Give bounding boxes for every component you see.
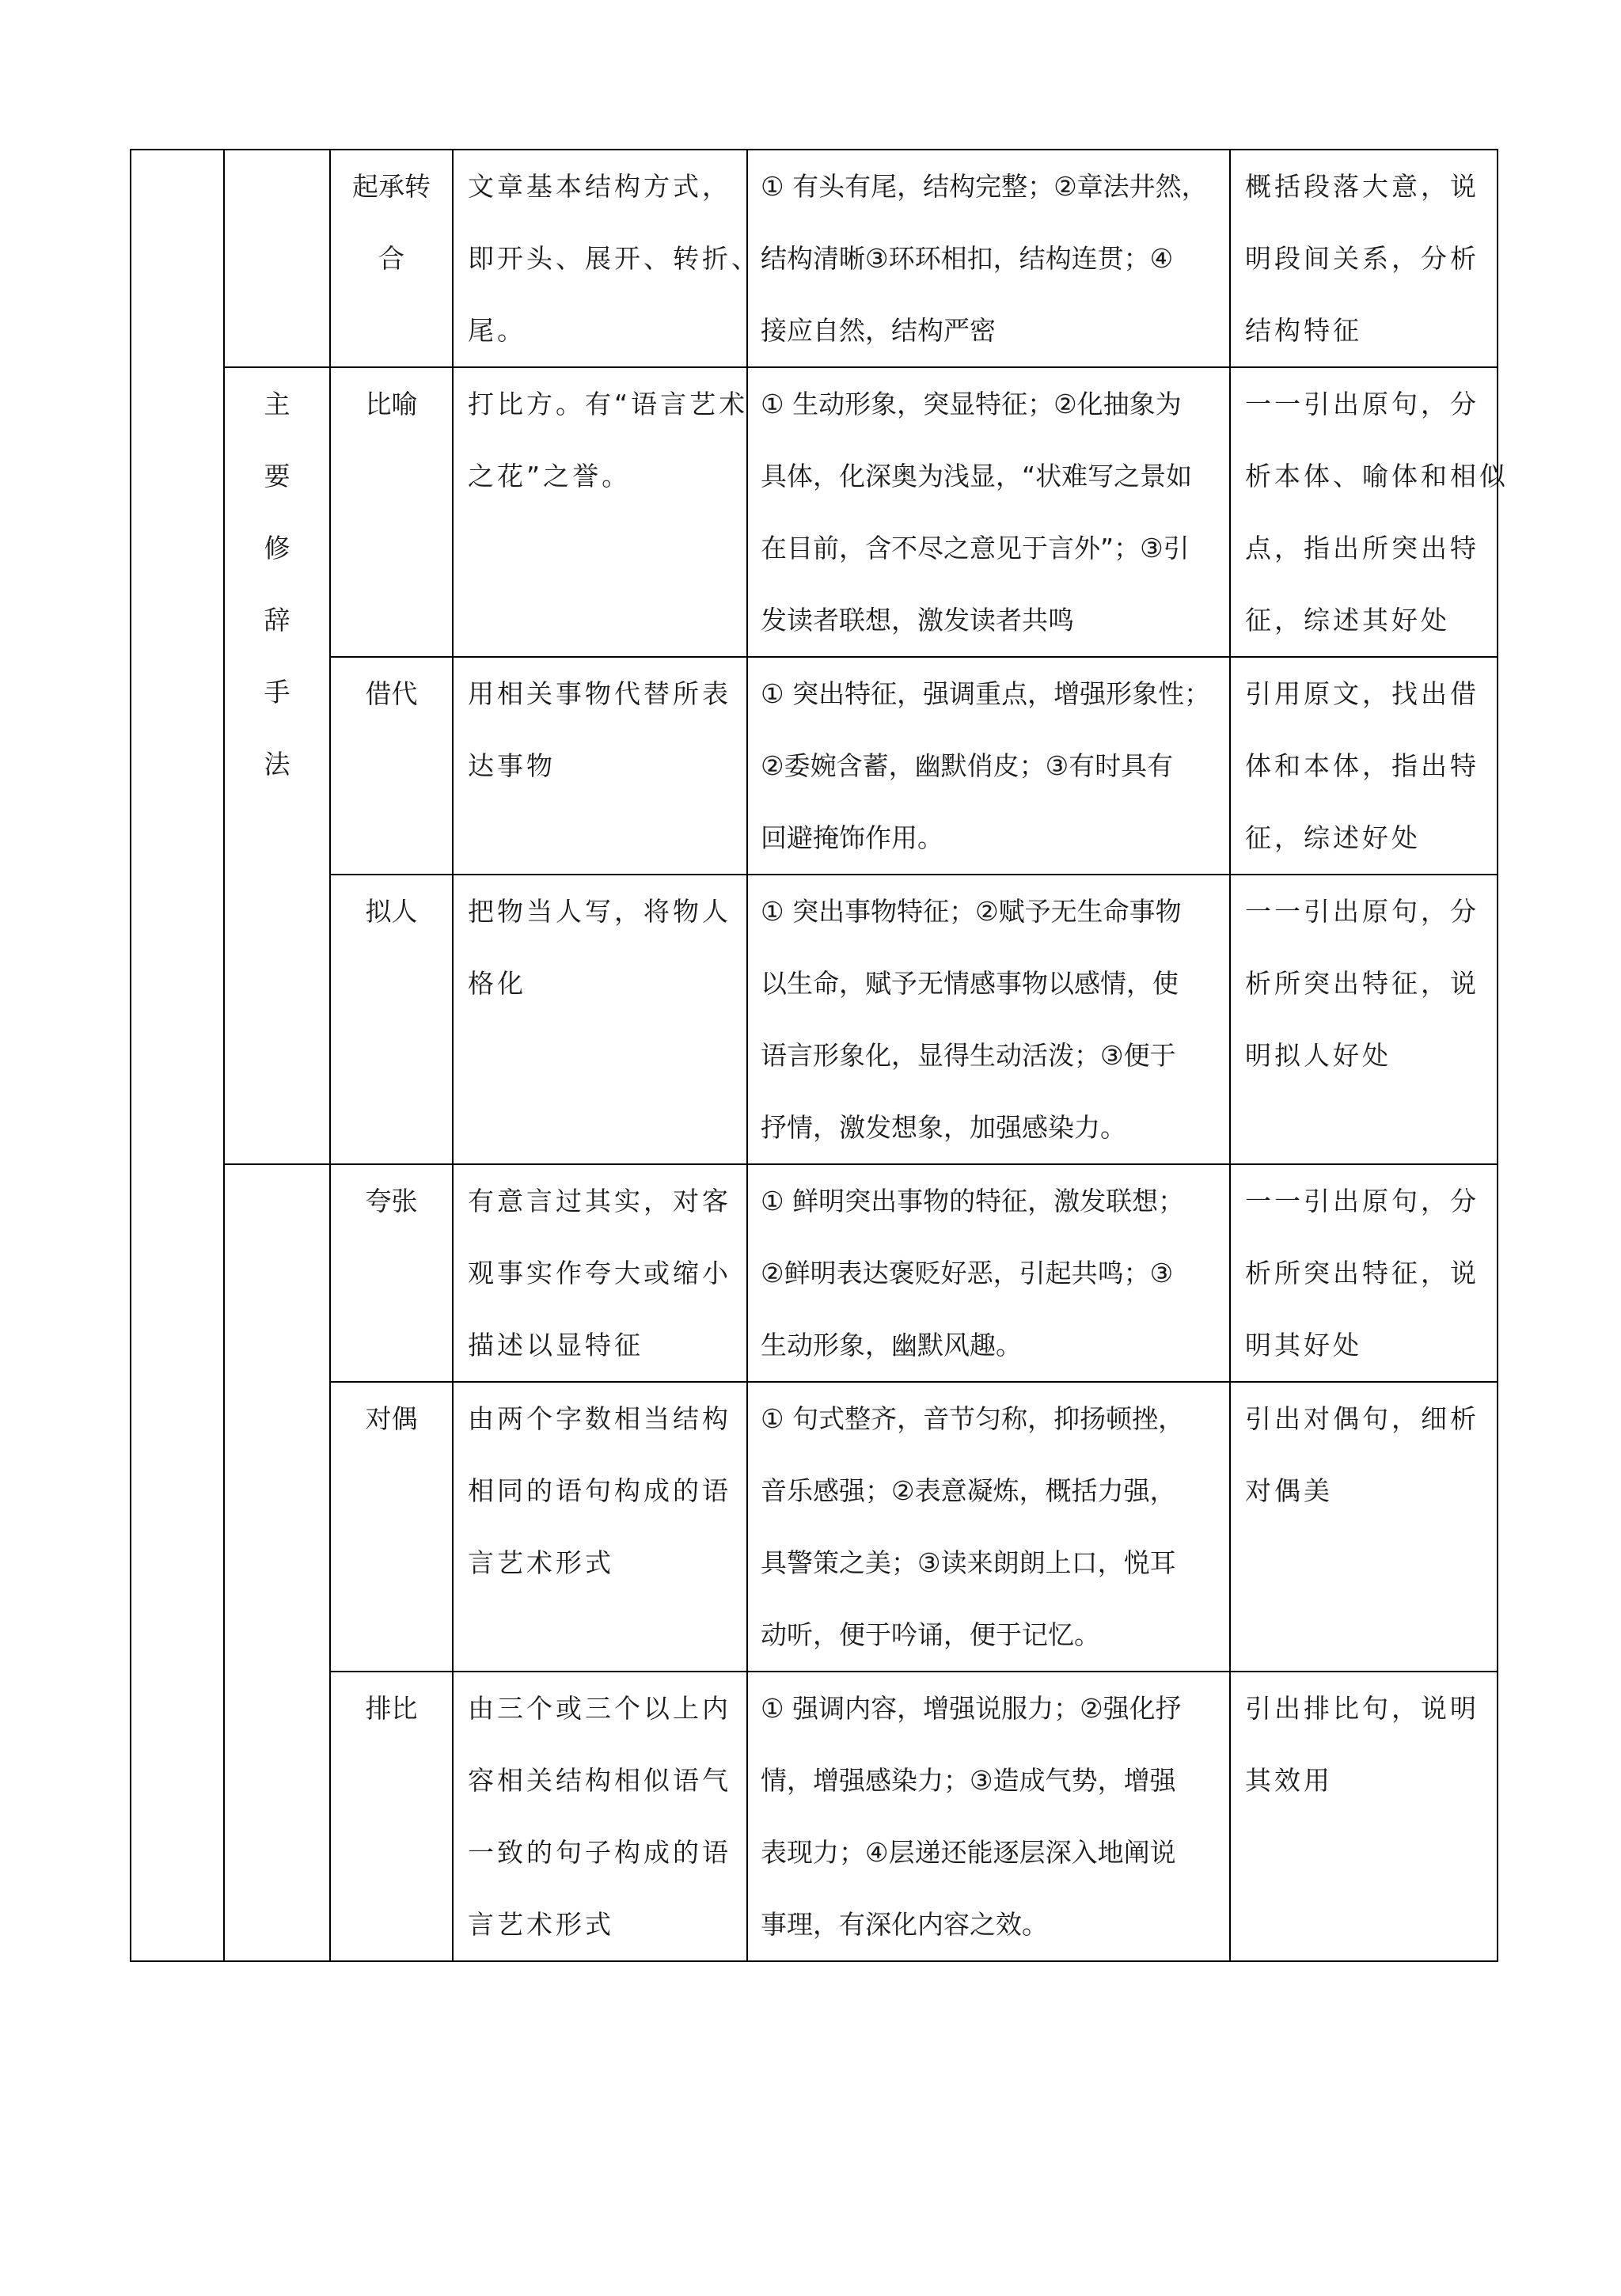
definition-line: 容相关结构相似语气 bbox=[468, 1765, 731, 1796]
technique-line: 比喻 bbox=[365, 389, 418, 419]
analysis-line: 一一引出原句，分 bbox=[1245, 896, 1479, 927]
technique-cell bbox=[330, 1164, 453, 1382]
definition-line: 言艺术形式 bbox=[468, 1909, 614, 1940]
table-row bbox=[131, 1164, 1498, 1382]
analysis-line: 其效用 bbox=[1245, 1765, 1333, 1796]
technique-line: 排比 bbox=[365, 1693, 418, 1724]
definition-cell bbox=[453, 367, 747, 657]
technique-line: 借代 bbox=[365, 678, 418, 709]
analysis-line: 引出排比句，说明 bbox=[1245, 1693, 1479, 1724]
rhetoric-table bbox=[130, 149, 1509, 1962]
effect-cell bbox=[747, 1164, 1230, 1382]
analysis-cell bbox=[1230, 150, 1498, 367]
analysis-line: 结构特征 bbox=[1245, 315, 1362, 346]
outer-column-cell bbox=[131, 150, 224, 1961]
definition-line: 由两个字数相当结构 bbox=[468, 1403, 731, 1434]
analysis-line: 对偶美 bbox=[1245, 1475, 1333, 1506]
analysis-line: 明拟人好处 bbox=[1245, 1040, 1391, 1071]
effect-line: 事理，有深化内容之效。 bbox=[761, 1909, 1048, 1940]
analysis-cell bbox=[1230, 1672, 1498, 1961]
table-row bbox=[131, 1672, 1498, 1961]
effect-line: 情，增强感染力；③造成气势，增强 bbox=[761, 1765, 1176, 1796]
effect-line: 动听，便于吟诵，便于记忆。 bbox=[761, 1619, 1100, 1650]
table-row bbox=[131, 1382, 1498, 1672]
blank-category-cell bbox=[224, 1164, 330, 1961]
effect-line: 语言形象化，显得生动活泼；③便于 bbox=[761, 1040, 1176, 1071]
category-char: 主 bbox=[264, 389, 290, 419]
definition-line: 相同的语句构成的语 bbox=[468, 1475, 731, 1506]
definition-line: 打比方。有“语言艺术 bbox=[468, 389, 749, 419]
effect-line: ②委婉含蓄，幽默俏皮；③有时具有 bbox=[761, 750, 1174, 781]
category-char: 法 bbox=[264, 749, 290, 780]
analysis-line: 引用原文，找出借 bbox=[1245, 678, 1479, 709]
analysis-cell bbox=[1230, 1164, 1498, 1382]
effect-cell bbox=[747, 875, 1230, 1164]
effect-cell bbox=[747, 367, 1230, 657]
effect-line: ① 鲜明突出事物的特征，激发联想； bbox=[761, 1186, 1185, 1216]
effect-cell bbox=[747, 1672, 1230, 1961]
effect-line: 音乐感强；②表意凝炼，概括力强， bbox=[761, 1475, 1176, 1506]
analysis-cell bbox=[1230, 657, 1498, 875]
analysis-line: 征，综述好处 bbox=[1245, 822, 1421, 853]
definition-line: 用相关事物代替所表 bbox=[468, 678, 731, 709]
definition-line: 格化 bbox=[468, 968, 526, 999]
definition-line: 即开头、展开、转折、结 bbox=[468, 243, 790, 274]
effect-cell bbox=[747, 657, 1230, 875]
effect-line: 抒情，激发想象，加强感染力。 bbox=[761, 1112, 1126, 1143]
technique-cell bbox=[330, 875, 453, 1164]
technique-line: 合 bbox=[378, 243, 404, 274]
effect-cell bbox=[747, 150, 1230, 367]
category-char: 要 bbox=[264, 461, 290, 491]
effect-line: 生动形象，幽默风趣。 bbox=[761, 1330, 1022, 1361]
definition-line: 观事实作夸大或缩小 bbox=[468, 1258, 731, 1288]
table-row bbox=[131, 657, 1498, 875]
analysis-line: 析本体、喻体和相似 bbox=[1245, 461, 1509, 491]
table-row bbox=[131, 367, 1498, 657]
definition-line: 言艺术形式 bbox=[468, 1547, 614, 1578]
effect-line: 回避掩饰作用。 bbox=[761, 822, 943, 853]
table-row bbox=[131, 150, 1498, 367]
technique-cell bbox=[330, 1382, 453, 1672]
analysis-line: 一一引出原句，分 bbox=[1245, 389, 1479, 419]
definition-cell bbox=[453, 657, 747, 875]
effect-line: 具警策之美；③读来朗朗上口，悦耳 bbox=[761, 1547, 1176, 1578]
technique-cell bbox=[330, 1672, 453, 1961]
effect-line: ① 强调内容，增强说服力；②强化抒 bbox=[761, 1693, 1182, 1724]
definition-cell bbox=[453, 875, 747, 1164]
effect-line: ① 有头有尾，结构完整；②章法井然， bbox=[761, 171, 1208, 202]
effect-line: 表现力；④层递还能逐层深入地阐说 bbox=[761, 1837, 1176, 1868]
analysis-line: 概括段落大意，说 bbox=[1245, 171, 1479, 202]
category-char: 辞 bbox=[264, 605, 290, 636]
effect-line: 结构清晰③环环相扣，结构连贯；④ bbox=[761, 243, 1174, 274]
table-row bbox=[131, 875, 1498, 1164]
effect-line: ① 突出特征，强调重点，增强形象性； bbox=[761, 678, 1211, 709]
analysis-line: 析所突出特征，说 bbox=[1245, 1258, 1479, 1288]
effect-line: 接应自然，结构严密 bbox=[761, 315, 996, 346]
analysis-cell bbox=[1230, 367, 1509, 657]
definition-line: 尾。 bbox=[468, 315, 526, 346]
definition-cell bbox=[453, 1164, 747, 1382]
analysis-line: 明段间关系，分析 bbox=[1245, 243, 1479, 274]
definition-cell bbox=[453, 150, 790, 367]
technique-line: 夸张 bbox=[365, 1186, 418, 1216]
effect-line: 以生命，赋予无情感事物以感情，使 bbox=[761, 968, 1179, 999]
effect-line: ① 突出事物特征；②赋予无生命事物 bbox=[761, 896, 1182, 927]
effect-line: 发读者联想，激发读者共鸣 bbox=[761, 605, 1074, 636]
analysis-line: 引出对偶句，细析 bbox=[1245, 1403, 1479, 1434]
effect-line: ②鲜明表达褒贬好恶，引起共鸣；③ bbox=[761, 1258, 1174, 1288]
category-cell bbox=[224, 367, 330, 1164]
analysis-line: 一一引出原句，分 bbox=[1245, 1186, 1479, 1216]
technique-cell bbox=[330, 657, 453, 875]
analysis-cell bbox=[1230, 875, 1498, 1164]
effect-line: ① 生动形象，突显特征；②化抽象为 bbox=[761, 389, 1182, 419]
analysis-cell bbox=[1230, 1382, 1498, 1672]
effect-line: 具体，化深奥为浅显，“状难写之景如 bbox=[761, 461, 1193, 491]
technique-cell bbox=[330, 150, 453, 367]
analysis-line: 点，指出所突出特 bbox=[1245, 533, 1479, 564]
category-char: 手 bbox=[264, 677, 290, 708]
effect-line: 在目前，含不尽之意见于言外”；③引 bbox=[761, 533, 1190, 564]
definition-line: 描述以显特征 bbox=[468, 1330, 643, 1361]
definition-line: 有意言过其实，对客 bbox=[468, 1186, 731, 1216]
effect-line: ① 句式整齐，音节匀称，抑扬顿挫， bbox=[761, 1403, 1185, 1434]
definition-cell bbox=[453, 1672, 747, 1961]
analysis-line: 析所突出特征，说 bbox=[1245, 968, 1479, 999]
definition-line: 达事物 bbox=[468, 750, 556, 781]
technique-line: 对偶 bbox=[365, 1403, 418, 1434]
effect-cell bbox=[747, 1382, 1230, 1672]
definition-line: 一致的句子构成的语 bbox=[468, 1837, 731, 1868]
definition-line: 把物当人写，将物人 bbox=[468, 896, 731, 927]
category-char: 修 bbox=[264, 533, 290, 564]
technique-line: 起承转 bbox=[352, 171, 431, 202]
definition-line: 之花”之誉。 bbox=[468, 461, 632, 491]
definition-line: 由三个或三个以上内 bbox=[468, 1693, 731, 1724]
blank-category-cell bbox=[224, 150, 330, 367]
definition-cell bbox=[453, 1382, 747, 1672]
analysis-line: 体和本体，指出特 bbox=[1245, 750, 1479, 781]
definition-line: 文章基本结构方式， bbox=[468, 171, 731, 202]
analysis-line: 明其好处 bbox=[1245, 1330, 1362, 1361]
technique-cell bbox=[330, 367, 453, 657]
analysis-line: 征，综述其好处 bbox=[1245, 605, 1450, 636]
technique-line: 拟人 bbox=[365, 896, 418, 927]
